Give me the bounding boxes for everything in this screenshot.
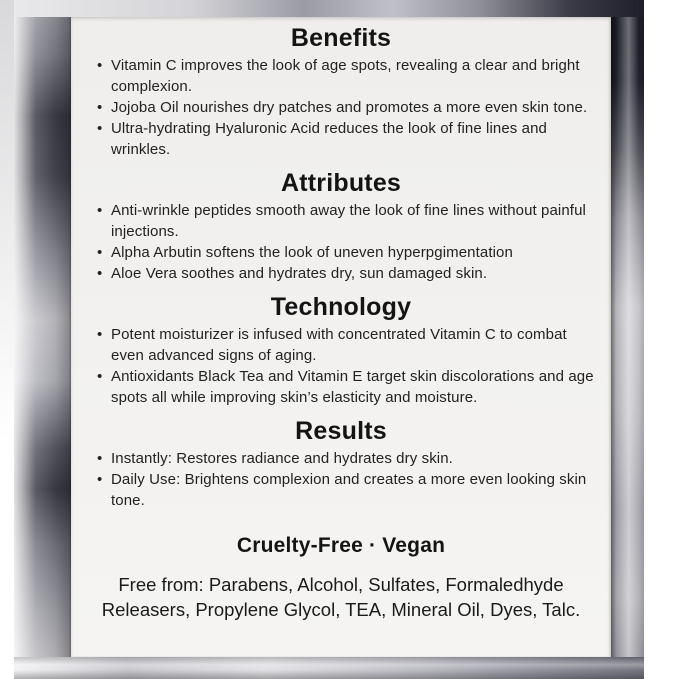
attributes-heading: Attributes [280, 169, 402, 197]
bullet-item: • Daily Use: Brightens complexion and creates a more even looking skin tone. [97, 469, 601, 511]
bullet-item: • Ultra-hydrating Hyaluronic Acid reduces the look of fine lines and wrinkles. [97, 118, 601, 160]
bullet-item: • Anti-wrinkle peptides smooth away the look of fine lines without painful injections. [97, 200, 601, 242]
label-card [71, 17, 611, 657]
bullet-item: • Antioxidants Black Tea and Vitamin E target skin discolorations and age spots all while improving skin’s elasticity and moisture. [97, 366, 601, 408]
bullet-item: • Vitamin C improves the look of age spots, revealing a clear and bright complexion. [97, 55, 601, 97]
technology-heading: Technology [270, 293, 412, 321]
section-results [77, 418, 605, 511]
benefits-list [77, 55, 605, 160]
bullet-item: • Jojoba Oil nourishes dry patches and promotes a more even skin tone. [97, 97, 601, 118]
free-from-line: Free from: Parabens, Alcohol, Sulfates, Formaledhyde Releasers, Propylene Glycol, TEA, Mineral Oil, Dyes, Talc. [101, 574, 581, 620]
bullet-item: • Instantly: Restores radiance and hydrates dry skin. [97, 448, 601, 469]
bullet-item: • Aloe Vera soothes and hydrates dry, sun damaged skin. [97, 263, 601, 284]
box-edge-bottom [14, 657, 644, 679]
bullet-item: • Alpha Arbutin softens the look of uneven hyperpgimentation [97, 242, 601, 263]
section-benefits [77, 25, 605, 160]
box-edge-right [610, 0, 644, 679]
section-attributes [77, 170, 605, 284]
bullet-item: • Potent moisturizer is infused with concentrated Vitamin C to combat even advanced signs of aging. [97, 324, 601, 366]
benefits-heading: Benefits [290, 24, 392, 52]
results-list [77, 448, 605, 511]
technology-list [77, 324, 605, 408]
section-technology [77, 294, 605, 408]
box-edge-top [14, 0, 644, 17]
box-edge-left [14, 0, 71, 679]
attributes-list [77, 200, 605, 284]
results-heading: Results [295, 417, 387, 445]
claims-line: Cruelty-Free · Vegan [236, 534, 446, 557]
